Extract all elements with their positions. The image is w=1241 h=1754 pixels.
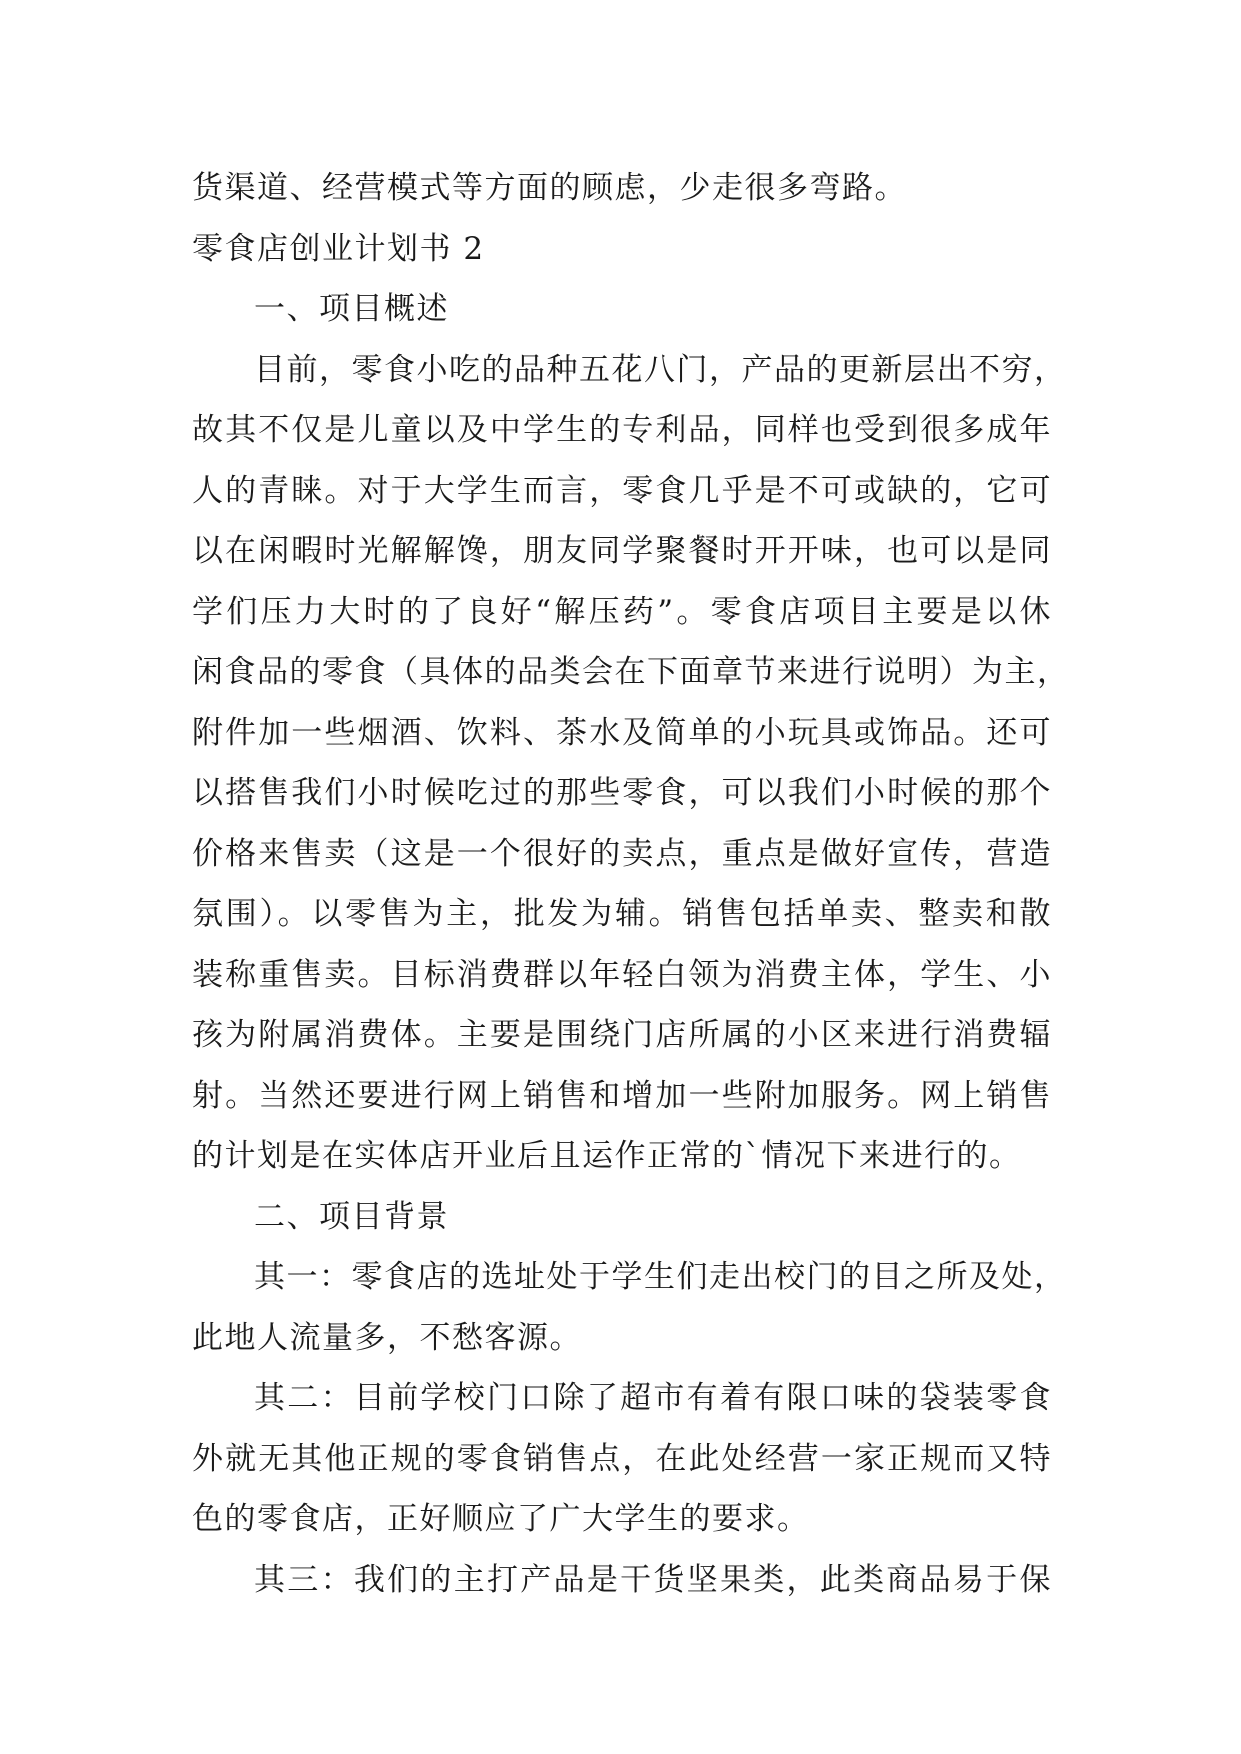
text-line: 目前，零食小吃的品种五花八门，产品的更新层出不穷， [254,351,1067,388]
text-line: 闲食品的零食（具体的品类会在下面章节来进行说明）为主， [192,654,1070,690]
text-line: 二、项目背景 [254,1198,449,1235]
text-line: 价格来售卖（这是一个很好的卖点，重点是做好宣传，营造 [192,835,1052,872]
text-line: 附件加一些烟酒、饮料、茶水及简单的小玩具或饰品。还可 [192,714,1052,751]
text-line: 其二：目前学校门口除了超市有着有限口味的袋装零食 [254,1380,1052,1416]
text-line: 一、项目概述 [254,291,449,327]
text-line: 的计划是在实体店开业后且运作正常的`情况下来进行的。 [192,1138,1022,1174]
text-line: 人的青睐。对于大学生而言，零食几乎是不可或缺的，它可 [192,472,1052,509]
text-line: 色的零食店，正好顺应了广大学生的要求。 [192,1501,810,1537]
text-line: 外就无其他正规的零食销售点，在此处经营一家正规而又特 [192,1440,1052,1477]
text-line: 装称重售卖。目标消费群以年轻白领为消费主体，学生、小 [192,956,1052,993]
text-line: 其三：我们的主打产品是干货坚果类，此类商品易于保 [254,1561,1052,1598]
text-line: 孩为附属消费体。主要是围绕门店所属的小区来进行消费辐 [192,1017,1052,1053]
text-line: 货渠道、经营模式等方面的顾虑，少走很多弯路。 [192,170,907,206]
text-line: 学们压力大时的了良好“解压药”。零食店项目主要是以休 [192,593,1052,630]
document-body [192,158,1070,1610]
text-line: 射。当然还要进行网上销售和增加一些附加服务。网上销售 [192,1077,1052,1114]
text-line: 以在闲暇时光解解馋，朋友同学聚餐时开开味，也可以是同 [192,533,1052,569]
text-line: 其一：零食店的选址处于学生们走出校门的目之所及处， [254,1259,1067,1295]
text-line: 此地人流量多，不愁客源。 [192,1319,582,1356]
text-line: 氛围）。以零售为主，批发为辅。销售包括单卖、整卖和散 [192,896,1052,932]
text-line: 以搭售我们小时候吃过的那些零食，可以我们小时候的那个 [192,775,1052,811]
text-line: 零食店创业计划书 2 [192,230,485,267]
text-line: 故其不仅是儿童以及中学生的专利品，同样也受到很多成年 [192,412,1052,448]
